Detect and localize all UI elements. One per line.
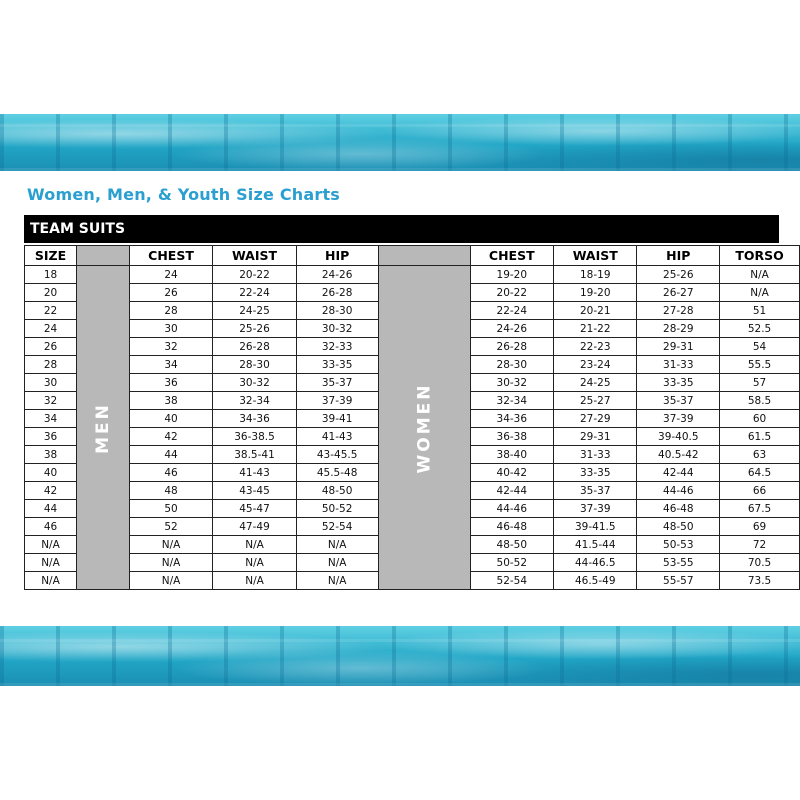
men-waist-cell: 43-45 bbox=[213, 482, 296, 500]
women-waist-cell: 29-31 bbox=[554, 428, 637, 446]
size-chart-body bbox=[25, 266, 800, 590]
men-hip-cell: 33-35 bbox=[296, 356, 378, 374]
men-waist-cell: 34-36 bbox=[213, 410, 296, 428]
men-chest-cell: 32 bbox=[129, 338, 213, 356]
women-band-header bbox=[378, 246, 470, 266]
women-torso-cell: 51 bbox=[720, 302, 800, 320]
women-chest-cell: 40-42 bbox=[470, 464, 554, 482]
men-hip-cell: 45.5-48 bbox=[296, 464, 378, 482]
women-hip-cell: 33-35 bbox=[637, 374, 720, 392]
women-chest-cell: 46-48 bbox=[470, 518, 554, 536]
women-section-label: WOMEN bbox=[414, 382, 435, 473]
women-torso-cell: 67.5 bbox=[720, 500, 800, 518]
women-hip-cell: 46-48 bbox=[637, 500, 720, 518]
men-chest-cell: N/A bbox=[129, 536, 213, 554]
men-waist-cell: 45-47 bbox=[213, 500, 296, 518]
women-waist-cell: 21-22 bbox=[554, 320, 637, 338]
women-hip-cell: 27-28 bbox=[637, 302, 720, 320]
size-cell: 46 bbox=[25, 518, 77, 536]
men-waist-cell: 20-22 bbox=[213, 266, 296, 284]
women-torso-cell: 58.5 bbox=[720, 392, 800, 410]
size-cell: N/A bbox=[25, 572, 77, 590]
women-torso-cell: 73.5 bbox=[720, 572, 800, 590]
men-hip-cell: 37-39 bbox=[296, 392, 378, 410]
men-waist-cell: 25-26 bbox=[213, 320, 296, 338]
women-waist-cell: 23-24 bbox=[554, 356, 637, 374]
men-chest-cell: 50 bbox=[129, 500, 213, 518]
women-hip-cell: 53-55 bbox=[637, 554, 720, 572]
women-torso-cell: 54 bbox=[720, 338, 800, 356]
men-hip-cell: 28-30 bbox=[296, 302, 378, 320]
men-waist-cell: 22-24 bbox=[213, 284, 296, 302]
women-waist-cell: 24-25 bbox=[554, 374, 637, 392]
men-waist-cell: 26-28 bbox=[213, 338, 296, 356]
men-chest-cell: 30 bbox=[129, 320, 213, 338]
women-torso-cell: 70.5 bbox=[720, 554, 800, 572]
men-hip-column-header: HIP bbox=[296, 246, 378, 266]
size-cell: 28 bbox=[25, 356, 77, 374]
men-chest-cell: 38 bbox=[129, 392, 213, 410]
men-waist-cell: 41-43 bbox=[213, 464, 296, 482]
size-chart-table bbox=[24, 245, 800, 590]
women-chest-cell: 50-52 bbox=[470, 554, 554, 572]
size-cell: 26 bbox=[25, 338, 77, 356]
women-waist-cell: 46.5-49 bbox=[554, 572, 637, 590]
women-waist-cell: 20-21 bbox=[554, 302, 637, 320]
women-hip-cell: 42-44 bbox=[637, 464, 720, 482]
men-band-header bbox=[77, 246, 130, 266]
women-torso-cell: 55.5 bbox=[720, 356, 800, 374]
men-hip-cell: 48-50 bbox=[296, 482, 378, 500]
women-waist-cell: 22-23 bbox=[554, 338, 637, 356]
men-waist-cell: 30-32 bbox=[213, 374, 296, 392]
men-hip-cell: 35-37 bbox=[296, 374, 378, 392]
women-hip-cell: 29-31 bbox=[637, 338, 720, 356]
women-chest-cell: 52-54 bbox=[470, 572, 554, 590]
men-waist-cell: N/A bbox=[213, 536, 296, 554]
women-chest-cell: 38-40 bbox=[470, 446, 554, 464]
men-section-band bbox=[77, 266, 130, 590]
men-hip-cell: N/A bbox=[296, 554, 378, 572]
women-torso-cell: 72 bbox=[720, 536, 800, 554]
men-hip-cell: N/A bbox=[296, 536, 378, 554]
men-waist-cell: N/A bbox=[213, 572, 296, 590]
women-hip-cell: 40.5-42 bbox=[637, 446, 720, 464]
men-chest-cell: 36 bbox=[129, 374, 213, 392]
men-hip-cell: 24-26 bbox=[296, 266, 378, 284]
women-hip-cell: 26-27 bbox=[637, 284, 720, 302]
women-hip-cell: 39-40.5 bbox=[637, 428, 720, 446]
women-waist-cell: 33-35 bbox=[554, 464, 637, 482]
men-waist-cell: N/A bbox=[213, 554, 296, 572]
women-waist-cell: 31-33 bbox=[554, 446, 637, 464]
men-chest-cell: 26 bbox=[129, 284, 213, 302]
size-cell: 32 bbox=[25, 392, 77, 410]
women-torso-cell: N/A bbox=[720, 284, 800, 302]
women-chest-cell: 30-32 bbox=[470, 374, 554, 392]
women-section-band bbox=[378, 266, 470, 590]
women-chest-column-header: CHEST bbox=[470, 246, 554, 266]
women-waist-cell: 39-41.5 bbox=[554, 518, 637, 536]
women-waist-cell: 18-19 bbox=[554, 266, 637, 284]
section-header: TEAM SUITS bbox=[24, 215, 779, 243]
size-cell: N/A bbox=[25, 536, 77, 554]
women-waist-cell: 41.5-44 bbox=[554, 536, 637, 554]
men-chest-cell: N/A bbox=[129, 572, 213, 590]
women-waist-cell: 25-27 bbox=[554, 392, 637, 410]
women-chest-cell: 28-30 bbox=[470, 356, 554, 374]
size-cell: 40 bbox=[25, 464, 77, 482]
men-waist-column-header: WAIST bbox=[213, 246, 296, 266]
women-chest-cell: 48-50 bbox=[470, 536, 554, 554]
page-title: Women, Men, & Youth Size Charts bbox=[27, 185, 341, 204]
women-torso-cell: 69 bbox=[720, 518, 800, 536]
women-torso-cell: 57 bbox=[720, 374, 800, 392]
women-torso-cell: 66 bbox=[720, 482, 800, 500]
men-hip-cell: 30-32 bbox=[296, 320, 378, 338]
women-chest-cell: 20-22 bbox=[470, 284, 554, 302]
size-cell: 34 bbox=[25, 410, 77, 428]
size-cell: 24 bbox=[25, 320, 77, 338]
women-hip-cell: 55-57 bbox=[637, 572, 720, 590]
men-chest-cell: 34 bbox=[129, 356, 213, 374]
men-chest-cell: 46 bbox=[129, 464, 213, 482]
women-waist-cell: 19-20 bbox=[554, 284, 637, 302]
men-hip-cell: 26-28 bbox=[296, 284, 378, 302]
women-waist-cell: 27-29 bbox=[554, 410, 637, 428]
women-torso-cell: 61.5 bbox=[720, 428, 800, 446]
men-waist-cell: 38.5-41 bbox=[213, 446, 296, 464]
women-chest-cell: 36-38 bbox=[470, 428, 554, 446]
men-waist-cell: 24-25 bbox=[213, 302, 296, 320]
women-torso-cell: N/A bbox=[720, 266, 800, 284]
women-torso-cell: 52.5 bbox=[720, 320, 800, 338]
women-hip-cell: 48-50 bbox=[637, 518, 720, 536]
men-chest-cell: 28 bbox=[129, 302, 213, 320]
women-torso-column-header: TORSO bbox=[720, 246, 800, 266]
size-cell: 44 bbox=[25, 500, 77, 518]
men-chest-column-header: CHEST bbox=[129, 246, 213, 266]
men-chest-cell: 24 bbox=[129, 266, 213, 284]
women-chest-cell: 44-46 bbox=[470, 500, 554, 518]
size-column-header: SIZE bbox=[25, 246, 77, 266]
women-chest-cell: 42-44 bbox=[470, 482, 554, 500]
men-hip-cell: 50-52 bbox=[296, 500, 378, 518]
pool-water-banner-top bbox=[0, 114, 800, 171]
men-chest-cell: 52 bbox=[129, 518, 213, 536]
women-torso-cell: 63 bbox=[720, 446, 800, 464]
size-cell: N/A bbox=[25, 554, 77, 572]
men-hip-cell: 41-43 bbox=[296, 428, 378, 446]
women-torso-cell: 60 bbox=[720, 410, 800, 428]
men-section-label: MEN bbox=[92, 401, 113, 454]
men-chest-cell: 44 bbox=[129, 446, 213, 464]
men-chest-cell: 40 bbox=[129, 410, 213, 428]
women-hip-cell: 50-53 bbox=[637, 536, 720, 554]
women-chest-cell: 24-26 bbox=[470, 320, 554, 338]
size-cell: 22 bbox=[25, 302, 77, 320]
men-waist-cell: 36-38.5 bbox=[213, 428, 296, 446]
table-header-row bbox=[25, 246, 800, 266]
men-hip-cell: N/A bbox=[296, 572, 378, 590]
women-chest-cell: 22-24 bbox=[470, 302, 554, 320]
size-cell: 36 bbox=[25, 428, 77, 446]
women-hip-cell: 37-39 bbox=[637, 410, 720, 428]
size-cell: 18 bbox=[25, 266, 77, 284]
women-waist-column-header: WAIST bbox=[554, 246, 637, 266]
men-waist-cell: 47-49 bbox=[213, 518, 296, 536]
men-waist-cell: 32-34 bbox=[213, 392, 296, 410]
men-hip-cell: 39-41 bbox=[296, 410, 378, 428]
women-chest-cell: 34-36 bbox=[470, 410, 554, 428]
table-row bbox=[25, 266, 800, 284]
men-hip-cell: 43-45.5 bbox=[296, 446, 378, 464]
women-torso-cell: 64.5 bbox=[720, 464, 800, 482]
women-hip-cell: 31-33 bbox=[637, 356, 720, 374]
women-hip-cell: 25-26 bbox=[637, 266, 720, 284]
women-chest-cell: 32-34 bbox=[470, 392, 554, 410]
women-waist-cell: 37-39 bbox=[554, 500, 637, 518]
men-hip-cell: 32-33 bbox=[296, 338, 378, 356]
women-hip-column-header: HIP bbox=[637, 246, 720, 266]
pool-water-banner-bottom bbox=[0, 626, 800, 686]
men-waist-cell: 28-30 bbox=[213, 356, 296, 374]
women-hip-cell: 44-46 bbox=[637, 482, 720, 500]
size-cell: 20 bbox=[25, 284, 77, 302]
size-cell: 42 bbox=[25, 482, 77, 500]
women-chest-cell: 19-20 bbox=[470, 266, 554, 284]
size-cell: 38 bbox=[25, 446, 77, 464]
men-chest-cell: N/A bbox=[129, 554, 213, 572]
women-hip-cell: 35-37 bbox=[637, 392, 720, 410]
size-cell: 30 bbox=[25, 374, 77, 392]
women-chest-cell: 26-28 bbox=[470, 338, 554, 356]
women-waist-cell: 44-46.5 bbox=[554, 554, 637, 572]
men-hip-cell: 52-54 bbox=[296, 518, 378, 536]
men-chest-cell: 42 bbox=[129, 428, 213, 446]
women-waist-cell: 35-37 bbox=[554, 482, 637, 500]
men-chest-cell: 48 bbox=[129, 482, 213, 500]
women-hip-cell: 28-29 bbox=[637, 320, 720, 338]
